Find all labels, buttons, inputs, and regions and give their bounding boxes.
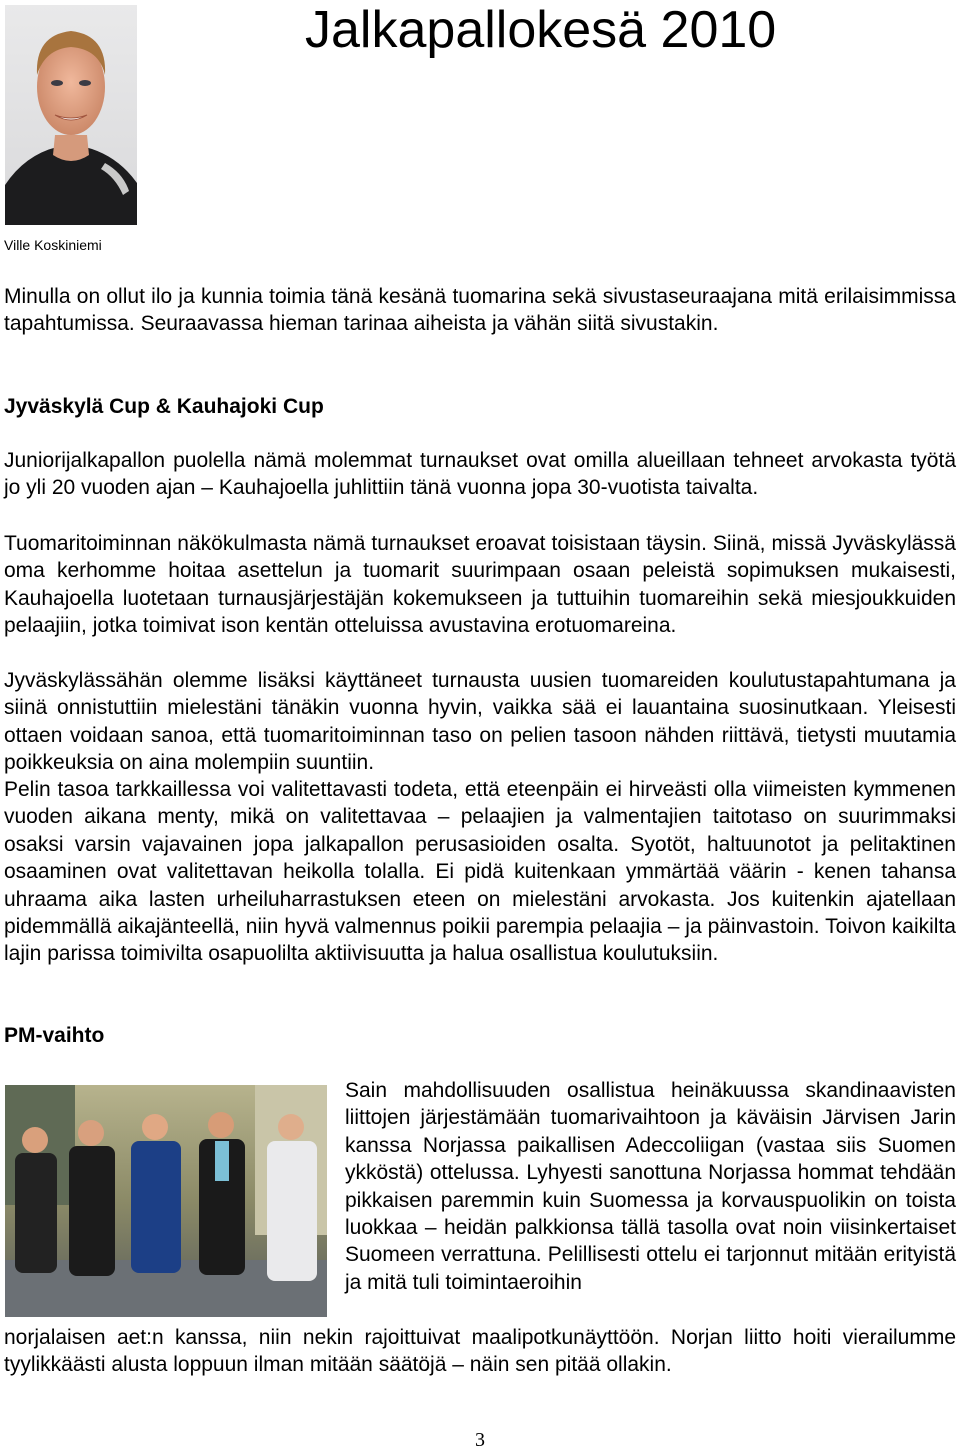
cups-paragraph-2: Tuomaritoiminnan näkökulmasta nämä turnaukset eroavat toisistaan täysin. Siinä, missä Jyväskylässä oma kerhomme hoitaa asettelun ja tuomarit suurimpaan osaan peleistä sopimuksen mukaisesti, Kauhajoella luotetaan turnausjärjestäjän kokemukseen ja tuttuihin tuomareihin sekä miesjoukkuiden pelaajiin, jotka toimivat ison kentän otteluissa avustavina erotuomareina. xyxy=(4,532,956,638)
portrait-photo xyxy=(5,5,137,225)
portrait-caption: Ville Koskiniemi xyxy=(4,237,102,253)
group-photo xyxy=(5,1085,327,1317)
intro-paragraph: Minulla on ollut ilo ja kunnia toimia tänä kesänä tuomarina sekä sivustaseuraajana mitä erilaisimmissa tapahtumissa. Seuraavassa hieman tarinaa aiheista ja vähän siitä sivustakin. xyxy=(4,285,956,336)
cups-paragraph-4: Pelin tasoa tarkkaillessa voi valitettavasti todeta, että eteenpäin ei hirveästi olla viimeisten kymmenen vuoden aikana menty, mikä on valitettavaa – pelaajien ja valmentajien taitotaso on suurimmaksi osaksi varsin vajavainen jopa jalkapallon perusasioiden osalta. Syotöt, haltuunotot ja pelitaktinen osaaminen ovat valitettavan heikolla tolalla. Ei pidä kuitenkaan ymmärtää väärin - kenen tahansa uhraama aika lasten urheiluharrastuksen eteen on mielestäni arvokasta. Jos kuitenkin ajatellaan pidemmällä aikajänteellä, niin hyvä valmennus poikii parempia pelaajia – ja päinvastoin. Toivon kaikilta lajin parissa toimivilta osapuolilta aktiivisuutta ja halua osallistua koulutuksiin. xyxy=(4,778,956,966)
cups-paragraph-3: Jyväskylässähän olemme lisäksi käyttäneet turnausta uusien tuomareiden koulutustapahtumana ja siinä onnistuttiin mielestäni tänäkin vuonna hyvin, vaikka sää ei lauantaina suosinutkaan. Yleisesti ottaen voidaan sanoa, että tuomaritoiminnan taso on pelien tasoon nähden riittävä, tietysti muutamia poikkeuksia on aina molempiin suuntiin. xyxy=(4,669,956,775)
page-title: Jalkapallokesä 2010 xyxy=(305,1,777,59)
pm-paragraph-continued: norjalaisen aet:n kanssa, niin nekin rajoittuivat maalipotkunäyttöön. Norjan liitto hoiti vierailumme tyylikkäästi alusta loppuun ilman mitään säätöjä – näin sen pitää ollakin. xyxy=(4,1326,956,1377)
section-heading-cups: Jyväskylä Cup & Kauhajoki Cup xyxy=(4,395,324,418)
pm-paragraph-wrapped: Sain mahdollisuuden osallistua heinäkuussa skandinaavisten liittojen järjestämään tuomarivaihtoon ja käväisin Järvisen Jarin kanssa Norjassa paikallisen Adeccoliigan (vastaa siis Suomen ykköstä) ottelussa. Lyhyesti sanottuna Norjassa hommat tehdään pikkaisen paremmin kuin Suomessa ja korvauspuolikin on toista luokkaa – heidän palkkionsa tällä tasolla ovat noin viisinkertaiset Suomeen verrattuna. Pelillisesti ottelu ei tarjonnut mitään erityistä ja mitä tuli toimintaeroihin xyxy=(345,1079,956,1294)
page-number: 3 xyxy=(475,1429,485,1451)
section-heading-pm: PM-vaihto xyxy=(4,1024,105,1047)
cups-paragraph-1: Juniorijalkapallon puolella nämä molemmat turnaukset ovat omilla alueillaan tehneet arvokasta työtä jo yli 20 vuoden ajan – Kauhajoella juhlittiin tänä vuonna jopa 30-vuotista taivalta. xyxy=(4,449,956,500)
